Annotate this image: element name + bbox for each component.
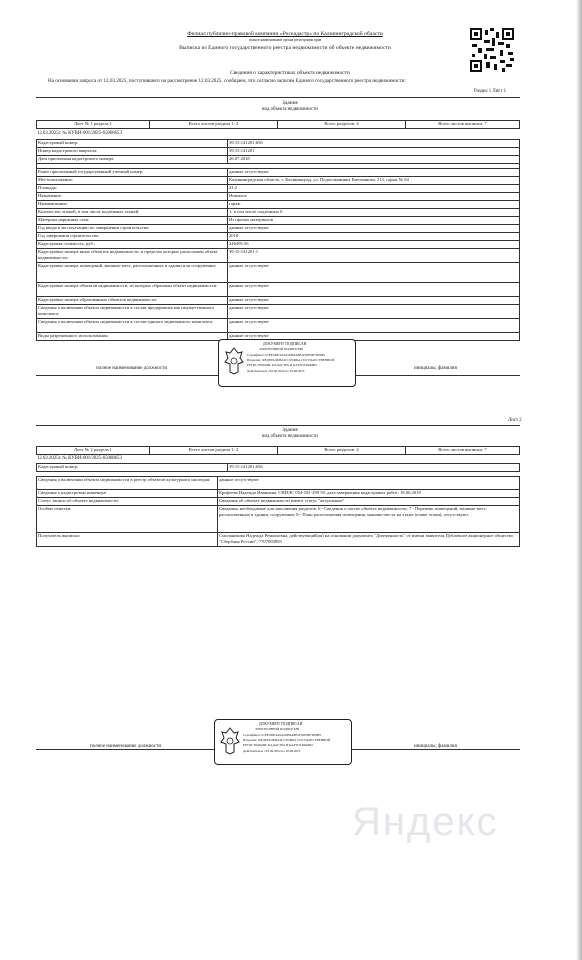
table-row: [37, 297, 520, 305]
position-caption: полное наименование должности: [96, 366, 168, 371]
row-label: Кадастровые номера помещений, машино-мест, расположенных в здании или сооружении:: [37, 263, 228, 283]
row-label: Кадастровый номер:: [37, 140, 228, 148]
row-value: 21.2: [228, 185, 520, 193]
table-row: [37, 193, 520, 201]
table-row: [37, 217, 520, 225]
document-number-2: 12.03.2025г. № КУВИ-001/2025-65068653: [37, 456, 122, 461]
row-value: Нежилое: [228, 193, 520, 201]
org-caption: полное наименование органа регистрации прав: [248, 38, 322, 42]
row-label: Местоположение:: [37, 177, 228, 185]
row-value: 39:15:141201:1: [228, 249, 520, 263]
org-name: Филиал публично-правовой компании «Роскадастр» по Калининградской области: [187, 31, 383, 37]
sheets-total-2: Всего листов выписки: 7: [406, 447, 520, 455]
stamp-cert: Сертификат: 01F8500E4A9A5DB4A8B1F92E9B74E6B9: [243, 733, 321, 737]
table-row: [37, 241, 520, 249]
scan-edge: [576, 0, 582, 960]
sheet-info-row: [36, 120, 520, 129]
row-value: 2018: [228, 233, 520, 241]
table-row: [37, 305, 520, 319]
stamp-valid: Действителен: с03.06.2024 по 26.08.2025: [247, 369, 305, 373]
row-label: Сведения о включении объекта недвижимости в состав предприятия как имущественного комплекса:: [37, 305, 228, 319]
table-row: [37, 177, 520, 185]
row-value: Сведения об объекте недвижимости имеют статус "актуальные": [218, 498, 520, 506]
row-label: Год завершения строительства:: [37, 233, 228, 241]
row-label: Год ввода в эксплуатацию по завершении строительства:: [37, 225, 228, 233]
row-label: Номер кадастрового квартала:: [37, 148, 228, 156]
row-label: Сведения о кадастровом инженере:: [37, 490, 218, 498]
row-value: данные отсутствуют: [228, 297, 520, 305]
emblem-icon: [224, 346, 244, 376]
e-signature-stamp-2: [214, 719, 352, 765]
row-label: Сведения о включении объекта недвижимости в состав единого недвижимого комплекса:: [37, 319, 228, 333]
row-label: Получатель выписки:: [37, 533, 218, 547]
stamp-valid: Действителен: с03.06.2024 по 26.08.2025: [243, 749, 301, 753]
row-label: Виды разрешенного использования:: [37, 333, 228, 341]
object-type: Здание: [282, 100, 298, 106]
stamp-owner-2: РЕГИСТРАЦИИ, КАДАСТРА И КАРТОГРАФИИ: [247, 363, 317, 367]
row-value: данные отсутствуют: [228, 283, 520, 297]
table-row: [37, 498, 520, 506]
table-row: [37, 156, 520, 164]
request-text: На основании запроса от 12.03.2025, поступившего на рассмотрение 12.03.2025, сообщаем, что согласно записям Единого государственного реестра недвижимости:: [48, 78, 406, 84]
row-value: 1, в том числе подземных 0: [228, 209, 520, 217]
table-row: [37, 249, 520, 263]
table-row: [37, 533, 520, 547]
cadastral-value: 39:15:141201:656: [228, 464, 520, 472]
table-row: [37, 319, 520, 333]
row-label: Кадастровые номера образованных объектов недвижимости:: [37, 297, 228, 305]
row-label: Площадь:: [37, 185, 228, 193]
sections-total: Всего разделов: 4: [278, 121, 406, 129]
table-row: [37, 490, 520, 498]
sheets-total: Всего листов выписки: 7: [406, 121, 520, 129]
table-row: [37, 506, 520, 533]
row-value: данные отсутствуют: [228, 319, 520, 333]
document-subtitle: Сведения о характеристиках объекта недвижимости: [230, 70, 350, 76]
table-row: [37, 477, 520, 490]
sheet-number-2: Лист № 2 раздела 1: [37, 447, 150, 455]
row-value: гараж: [228, 201, 520, 209]
object-type-caption: вид объекта недвижимости: [262, 107, 318, 112]
row-value: данные отсутствуют: [228, 263, 520, 283]
initials-caption: инициалы, фамилия: [414, 366, 457, 371]
properties-table: [36, 139, 520, 341]
row-value: 39:15:141201:656: [228, 140, 520, 148]
stamp-title: ДОКУМЕНТ ПОДПИСАН: [259, 722, 303, 726]
row-value: данные отсутствуют: [228, 225, 520, 233]
row-value: данные отсутствуют: [228, 169, 520, 177]
row-value: Сведения, необходимые для заполнения разделов: 6 - Сведения о частях объекта недвижимости; 7 - Перечень помещений, машино-мест, расположенных в здании, сооружении; 8 - План расположения помещения, машино-места на этаже (плане этажа), отсутствуют.: [218, 506, 520, 533]
row-label: Статус записи об объекте недвижимости:: [37, 498, 218, 506]
properties-table-2: [36, 476, 520, 547]
row-label: Ранее присвоенный государственный учетный номер:: [37, 169, 228, 177]
row-label: Дата присвоения кадастрового номера:: [37, 156, 228, 164]
table-row: [37, 169, 520, 177]
object-type-caption-2: вид объекта недвижимости: [262, 434, 318, 439]
table-row: [37, 209, 520, 217]
stamp-title: ДОКУМЕНТ ПОДПИСАН: [263, 342, 307, 346]
sheets-in-section-2: Всего листов раздела 1: 2: [150, 447, 278, 455]
row-label: Количество этажей, в том числе подземных этажей:: [37, 209, 228, 217]
row-label: Кадастровая стоимость, руб.:: [37, 241, 228, 249]
row-value: данные отсутствуют: [218, 477, 520, 490]
row-value: данные отсутствуют: [228, 333, 520, 341]
sheet-number: Лист № 1 раздела 1: [37, 121, 150, 129]
row-value: Из прочих материалов: [228, 217, 520, 225]
row-label: Особые отметки:: [37, 506, 218, 533]
stamp-owner: Владелец: ФЕДЕРАЛЬНАЯ СЛУЖБА ГОСУДАРСТВЕННОЙ: [243, 738, 331, 742]
row-value: 39:15:141201: [228, 148, 520, 156]
row-label: Наименование:: [37, 201, 228, 209]
row-label: Кадастровые номера иных объектов недвижимости, в пределах которых расположен объект недвижимости:: [37, 249, 228, 263]
table-row: [37, 140, 520, 148]
document-number: 12.03.2025г. № КУВИ-001/2025-65068653: [37, 131, 122, 136]
row-value: Калининградская область, г. Калининград, ул. Подполковника Емельянова, 213, гараж № 64: [228, 177, 520, 185]
sheet-2-mark: Лист 2: [508, 418, 522, 423]
stamp-subtitle: ЭЛЕКТРОННОЙ ПОДПИСЬЮ: [255, 727, 300, 731]
row-value: данные отсутствуют: [228, 305, 520, 319]
sheet-info-row-2: [36, 446, 520, 455]
row-label: Кадастровые номера объектов недвижимости, из которых образован объект недвижимости:: [37, 283, 228, 297]
table-row: [37, 283, 520, 297]
row-label: Сведения о включении объекта недвижимости в реестр объектов культурного наследия:: [37, 477, 218, 490]
table-row: [37, 263, 520, 283]
row-label: Назначение:: [37, 193, 228, 201]
table-row: [37, 233, 520, 241]
position-caption-2: полное наименование должности: [90, 744, 162, 749]
table-row: [37, 201, 520, 209]
object-type-2: Здание: [282, 427, 298, 433]
table-row: [37, 225, 520, 233]
document-title: Выписка из Единого государственного реестра недвижимости об объекте недвижимости: [179, 45, 391, 51]
watermark: Яндекс: [352, 800, 499, 844]
stamp-owner-2: РЕГИСТРАЦИИ, КАДАСТРА И КАРТОГРАФИИ: [243, 743, 313, 747]
cadastral-number-table: [36, 463, 520, 472]
emblem-icon: [220, 726, 240, 756]
table-row: [37, 185, 520, 193]
initials-caption-2: инициалы, фамилия: [414, 744, 457, 749]
stamp-owner: Владелец: ФЕДЕРАЛЬНАЯ СЛУЖБА ГОСУДАРСТВЕННОЙ: [247, 358, 335, 362]
sections-total-2: Всего разделов: 4: [278, 447, 406, 455]
table-row: [37, 148, 520, 156]
e-signature-stamp: [218, 339, 356, 387]
section-mark: Раздел 1 Лист 1: [474, 89, 507, 94]
cadastral-label: Кадастровый номер:: [37, 464, 228, 472]
stamp-cert: Сертификат: 01F8500E4A9A5DB4A8B1F92E9B74E6B9: [247, 353, 325, 357]
row-value: Ерофеева Надежда Ивановна, СНИЛС 054-181-299 50, дата завершения кадастровых работ: 18.06.2018: [218, 490, 520, 498]
row-value: 26.07.2018: [228, 156, 520, 164]
stamp-subtitle: ЭЛЕКТРОННОЙ ПОДПИСЬЮ: [259, 347, 304, 351]
row-value: 246495.56: [228, 241, 520, 249]
sheets-in-section: Всего листов раздела 1: 2: [150, 121, 278, 129]
row-label: Материал наружных стен:: [37, 217, 228, 225]
row-value: Смоляникова Надежда Ремальевна, действующий(ая) на основании документа "Доверенность" от имени заявителя Публичное акционерное общество "Сбербанк России", 7707083893: [218, 533, 520, 547]
